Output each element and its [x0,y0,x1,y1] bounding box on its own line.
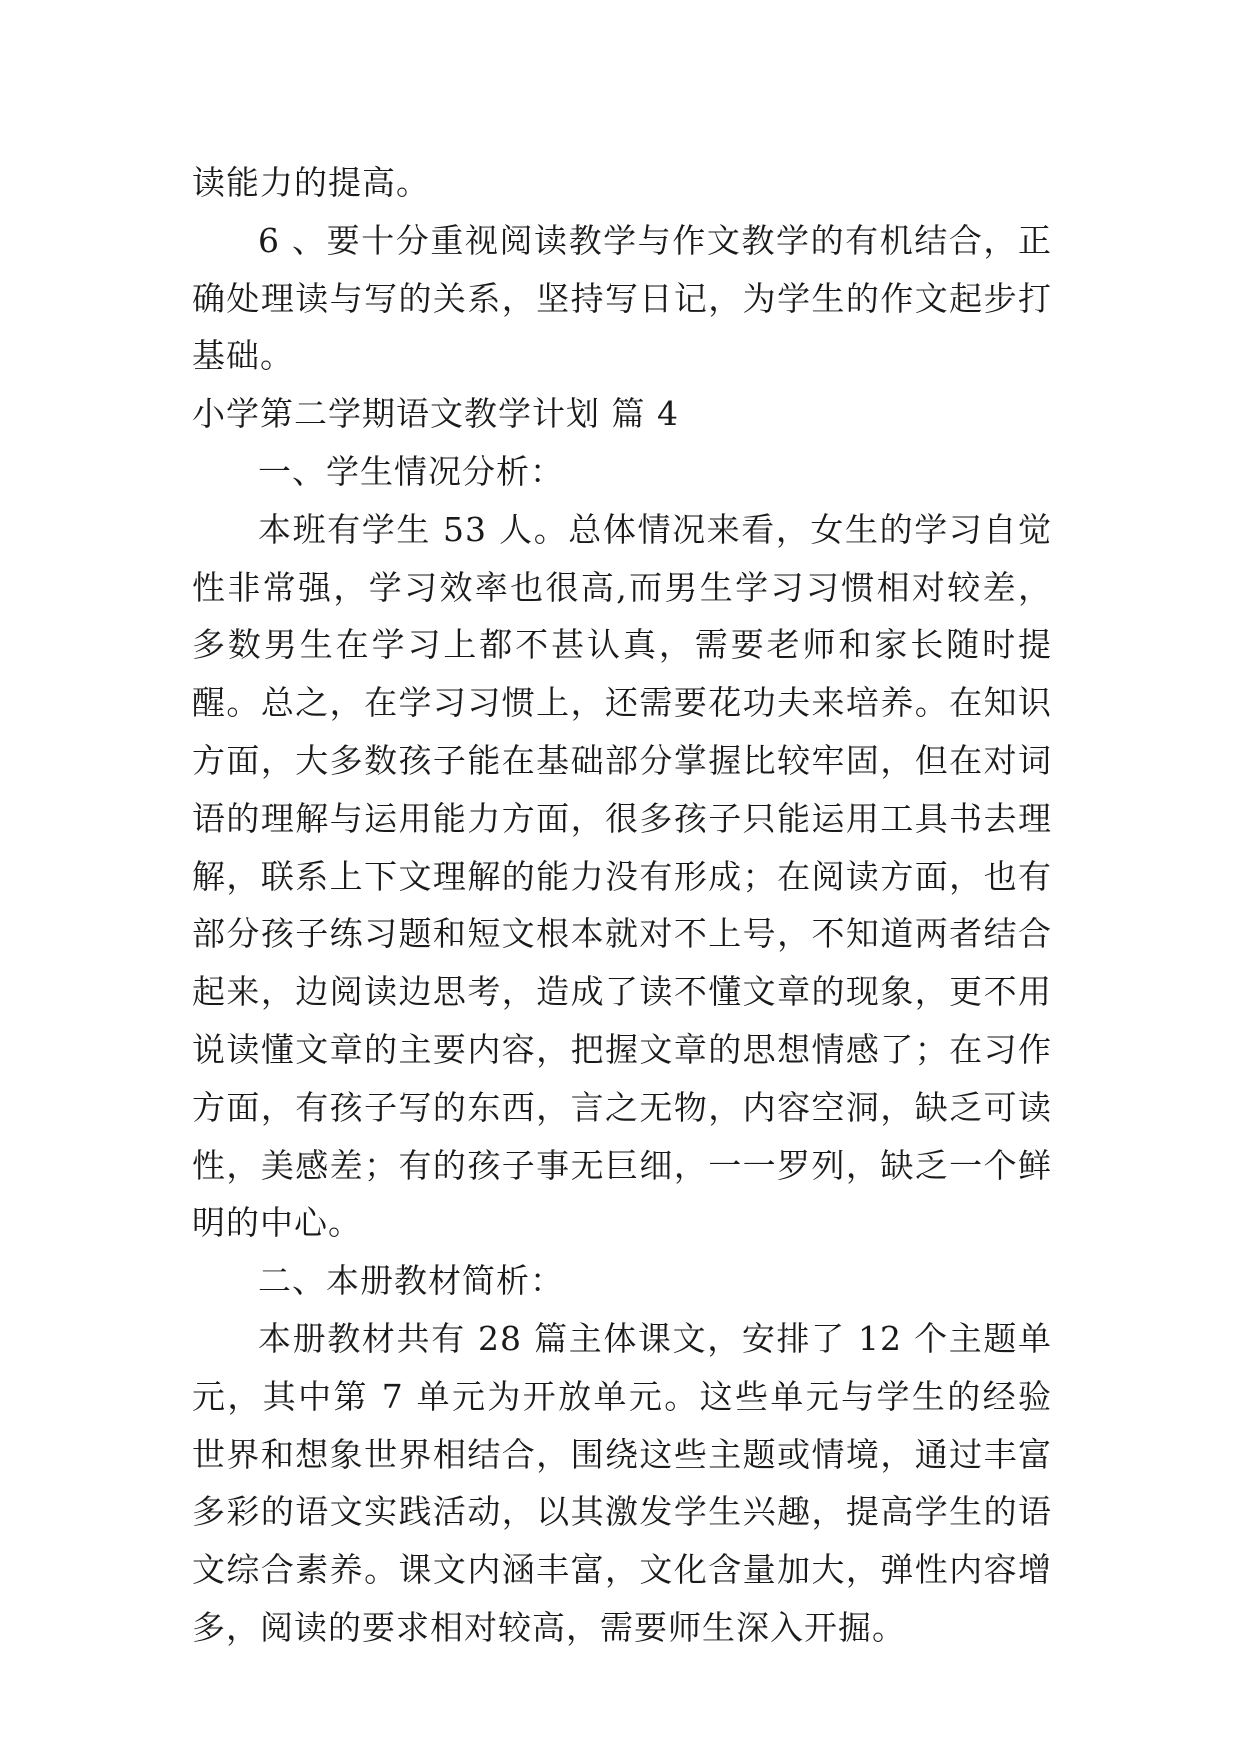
document-title: 小学第二学期语文教学计划 篇 4 [192,394,679,434]
document-body [192,154,1052,1657]
section-1-body: 本班有学生 53 人。总体情况来看，女生的学习自觉性非常强，学习效率也很高,而男生学习习惯相对较差，多数男生在学习上都不甚认真，需要老师和家长随时提醒。总之，在学习习惯上，还需要花功夫来培养。在知识方面，大多数孩子能在基础部分掌握比较牢固，但在对词语的理解与运用能力方面，很多孩子只能运用工具书去理解，联系上下文理解的能力没有形成；在阅读方面，也有部分孩子练习题和短文根本就对不上号，不知道两者结合起来，边阅读边思考，造成了读不懂文章的现象，更不用说读懂文章的主要内容，把握文章的思想情感了；在习作方面，有孩子写的东西，言之无物，内容空洞，缺乏可读性，美感差；有的孩子事无巨细，一一罗列，缺乏一个鲜明的中心。 [192,509,1052,1243]
paragraph-item-6: 6 、要十分重视阅读教学与作文教学的有机结合，正确处理读与写的关系，坚持写日记，为学生的作文起步打基础。 [192,220,1052,376]
section-2-body: 本册教材共有 28 篇主体课文，安排了 12 个主题单元，其中第 7 单元为开放单元。这些单元与学生的经验世界和想象世界相结合，围绕这些主题或情境，通过丰富多彩的语文实践活动，以其激发学生兴趣，提高学生的语文综合素养。课文内涵丰富，文化含量加大，弹性内容增多，阅读的要求相对较高，需要师生深入开掘。 [192,1318,1052,1647]
paragraph-continuation: 读能力的提高。 [192,163,430,202]
section-1-heading: 一、学生情况分析： [258,451,564,491]
section-2-heading: 二、本册教材简析： [258,1261,564,1301]
